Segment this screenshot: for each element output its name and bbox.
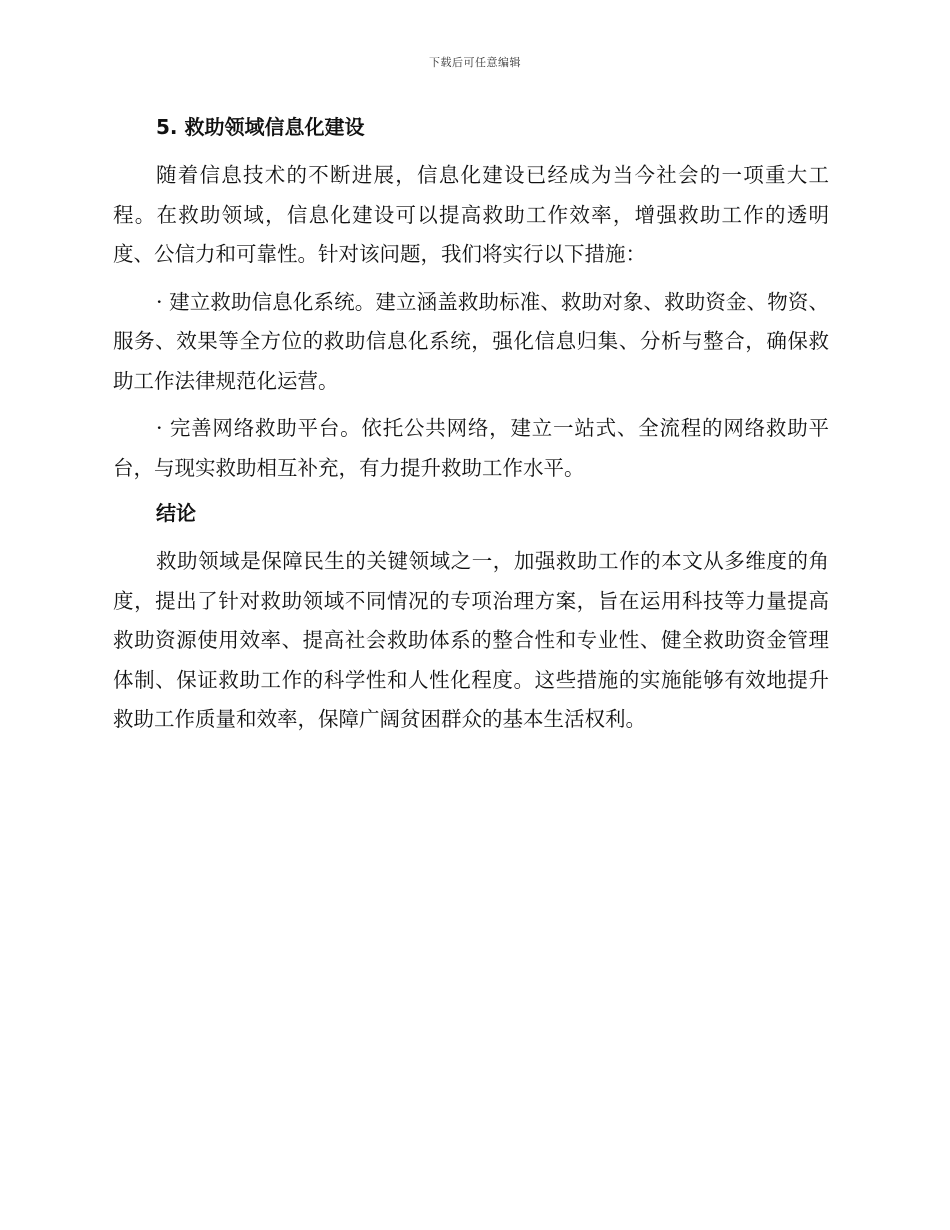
- bullet-paragraph: · 完善网络救助平台。依托公共网络，建立一站式、全流程的网络救助平台，与现实救助相互补充，有力提升救助工作水平。: [113, 416, 829, 480]
- document-body: [113, 112, 829, 748]
- bullet-paragraph: · 建立救助信息化系统。建立涵盖救助标准、救助对象、救助资金、物资、服务、效果等全方位的救助信息化系统，强化信息归集、分析与整合，确保救助工作法律规范化运营。: [113, 289, 829, 393]
- conclusion-paragraph: 救助领域是保障民生的关键领域之一，加强救助工作的本文从多维度的角度，提出了针对救助领域不同情况的专项治理方案，旨在运用科技等力量提高救助资源使用效率、提高社会救助体系的整合性和专业性、健全救助资金管理体制、保证救助工作的科学性和人性化程度。这些措施的实施能够有效地提升救助工作质量和效率，保障广阔贫困群众的基本生活权利。: [113, 549, 829, 731]
- section-intro-paragraph: 随着信息技术的不断进展，信息化建设已经成为当今社会的一项重大工程。在救助领域，信息化建设可以提高救助工作效率，增强救助工作的透明度、公信力和可靠性。针对该问题，我们将实行以下措施：: [113, 163, 829, 266]
- section-heading: 5. 救助领域信息化建设: [156, 115, 365, 139]
- header-note: 下载后可任意编辑: [429, 56, 521, 69]
- conclusion-heading: 结论: [156, 501, 196, 525]
